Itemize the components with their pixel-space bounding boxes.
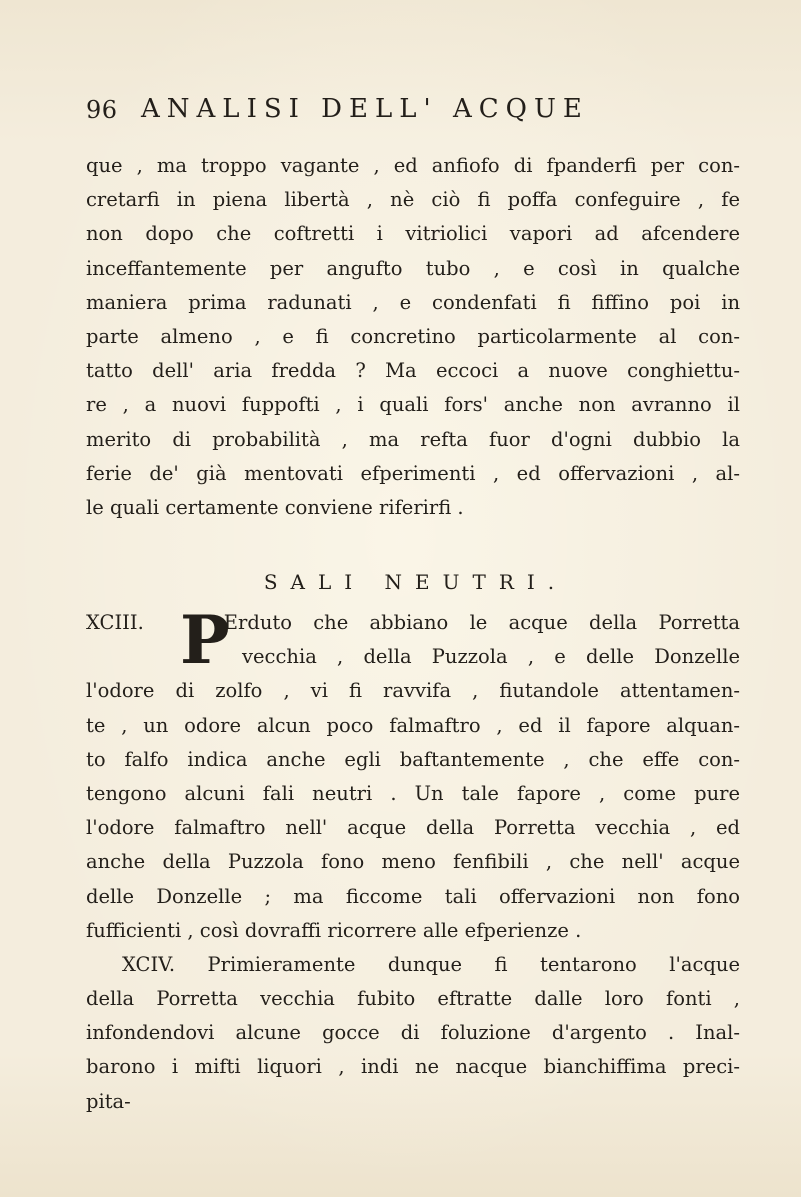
text-line: merito di probabilità , ma refta fuor d'ogni dubbio la — [86, 427, 740, 451]
text-line: XCIV. Primieramente dunque fi tentarono l'acque — [122, 952, 740, 976]
text-line: tengono alcuni fali neutri . Un tale fapore , come pure — [86, 781, 740, 805]
running-head: ANALISI DELL' ACQUE — [141, 94, 589, 124]
text-line: l'odore di zolfo , vi fi ravvifa , fiutandole attentamen- — [86, 679, 740, 703]
text-line: le quali certamente conviene riferirfi . — [86, 495, 464, 519]
text-line: l'odore falmaftro nell' acque della Porretta vecchia , ed — [86, 816, 740, 840]
text-line: fufficienti , così dovraffi ricorrere alle efperienze . — [86, 918, 582, 942]
text-line: non dopo che coftretti i vitriolici vapori ad afcendere — [86, 222, 740, 246]
text-line: to falfo indica anche egli baftantemente , che effe con- — [86, 747, 740, 771]
paragraph-continuation — [86, 149, 740, 525]
text-line: cretarfi in piena libertà , nè ciò fi poffa confeguire , fe — [86, 188, 740, 212]
section-second-line-text: vecchia , della Puzzola , e delle Donzelle — [242, 645, 740, 669]
text-line: barono i mifti liquori , indi ne nacque bianchiffima preci- — [86, 1055, 740, 1079]
text-line: que , ma troppo vagante , ed anfiofo di fpanderfi per con- — [86, 154, 740, 177]
text-line: infondendovi alcune gocce di foluzione d'argento . Inal- — [86, 1021, 740, 1045]
page-header — [86, 94, 726, 134]
text-line: ferie de' già mentovati efperimenti , ed offervazioni , al- — [86, 461, 740, 485]
text-line: anche della Puzzola fono meno fenfibili , che nell' acque — [86, 850, 740, 874]
text-line: re , a nuovi fuppofti , i quali fors' anche non avranno il — [86, 393, 740, 417]
text-line: della Porretta vecchia fubito eftratte dalle loro fonti , — [86, 987, 740, 1011]
page-number: 96 — [86, 96, 118, 124]
section-first-line-text: Erduto che abbiano le acque della Porretta — [223, 611, 740, 634]
text-line: maniera prima radunati , e condenfati fi fiffino poi in — [86, 290, 740, 314]
text-line: parte almeno , e fi concretino particolarmente al con- — [86, 324, 740, 348]
catchword: pita- — [86, 1089, 131, 1113]
section-body — [86, 601, 740, 1119]
text-line: delle Donzelle ; ma ficcome tali offervazioni non fono — [86, 884, 740, 908]
text-line: te , un odore alcun poco falmaftro , ed il fapore alquan- — [86, 713, 740, 737]
drop-cap-letter: P — [180, 601, 230, 679]
section-number: XCIII. — [86, 611, 144, 634]
section-heading: SALI NEUTRI. — [263, 570, 568, 594]
text-line: tatto dell' aria fredda ? Ma eccoci a nuove conghiettu- — [86, 359, 740, 383]
text-line: inceffantemente per angufto tubo , e così in qualche — [86, 256, 740, 280]
